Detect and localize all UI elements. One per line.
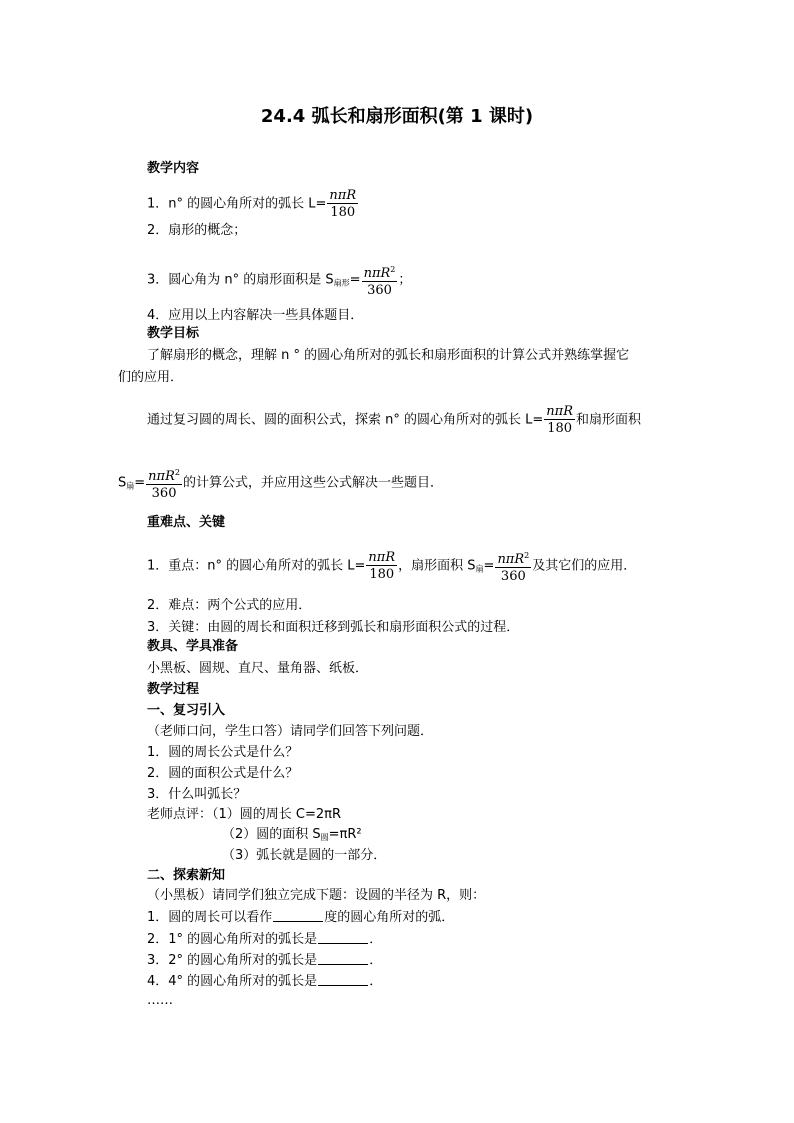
sector-area-formula: $\frac{n\pi R^2}{360}$ [497,551,530,584]
review-question-3: 3．什么叫弧长？ [147,787,247,802]
key-item-2: 2．难点：两个公式的应用． [147,598,312,613]
explore-item-2: 2．1° 的圆心角所对的弧长是 ． [147,932,383,947]
section-heading-explore: 二、探索新知 [147,868,226,883]
arc-length-formula: $\frac{\text{nπR}}{180}$ [329,188,357,220]
content-item-3: 3．圆心角为 n° 的扇形面积是 $S_{扇形}=$ $\frac{n\pi R^2}{360}$ ； [147,262,411,298]
fill-blank [273,908,323,922]
tools-list: 小黑板、圆规、直尺、量角器、纸板． [147,661,369,676]
review-question-2: 2．圆的面积公式是什么？ [147,766,299,781]
review-intro: （老师口问，学生口答）请同学们回答下列问题． [147,724,434,739]
sector-area-formula: $\frac{n\pi R^2}{360}$ [363,265,396,298]
section-heading-goal: 教学目标 [147,326,200,341]
review-comment-1: 老师点评：（1）圆的周长 C=2πR [147,807,342,822]
explore-ellipsis: …… [147,993,173,1008]
section-heading-review: 一、复习引入 [147,703,226,718]
explore-intro: （小黑板）请同学们独立完成下题：设圆的半径为 R，则： [147,888,486,903]
content-item-1: 1．n° 的圆心角所对的弧长 L= $\frac{\text{nπR}}{180}$ [147,188,357,220]
section-heading-tools: 教具、学具准备 [147,639,239,654]
section-heading-key: 重难点、关键 [147,515,226,530]
goal-text-3: $S_扇=$ $\frac{n\pi R^2}{360}$ 的计算公式，并应用这些公式解决一些题目． [118,465,443,501]
explore-item-1: 1．圆的周长可以看作 度的圆心角所对的弧． [147,910,455,925]
review-comment-3: （3）弧长就是圆的一部分． [222,848,387,863]
fill-blank [318,930,368,944]
fill-blank [318,972,368,986]
key-item-1: 1．重点：n° 的圆心角所对的弧长 L= $\frac{\text{nπR}}{180}$ ，扇形面积 $S_扇=$ $\frac{n\pi R^2}{360}$ 及其它们的应用． [147,550,637,584]
key-item-3: 3．关键：由圆的周长和面积迁移到弧长和扇形面积公式的过程． [147,620,520,635]
content-item-4: 4．应用以上内容解决一些具体题目． [147,308,364,323]
sector-area-formula: $\frac{n\pi R^2}{360}$ [148,468,180,501]
fill-blank [318,951,368,965]
section-heading-content: 教学内容 [147,161,200,176]
arc-length-formula: $\frac{\text{nπR}}{180}$ [546,404,573,436]
goal-text-2: 通过复习圆的周长、圆的面积公式，探索 n° 的圆心角所对的弧长 L= $\frac{\text{nπR}}{180}$ 和扇形面积 [147,404,642,436]
arc-length-formula: $\frac{\text{nπR}}{180}$ [368,550,396,582]
explore-item-4: 4．4° 的圆心角所对的弧长是 ． [147,974,383,989]
review-question-1: 1．圆的周长公式是什么？ [147,745,299,760]
page-title: 24.4 弧长和扇形面积(第 1 课时) [260,106,534,127]
section-heading-process: 教学过程 [147,682,200,697]
content-item-2: 2．扇形的概念； [147,223,247,238]
explore-item-3: 3．2° 的圆心角所对的弧长是 ． [147,953,383,968]
review-comment-2: （2）圆的面积 $S_圆=\pi R^2$ [222,827,362,842]
goal-text-1b: 们的应用． [118,370,184,385]
goal-text-1a: 了解扇形的概念，理解 n ° 的圆心角所对的弧长和扇形面积的计算公式并熟练掌握它 [147,348,630,363]
